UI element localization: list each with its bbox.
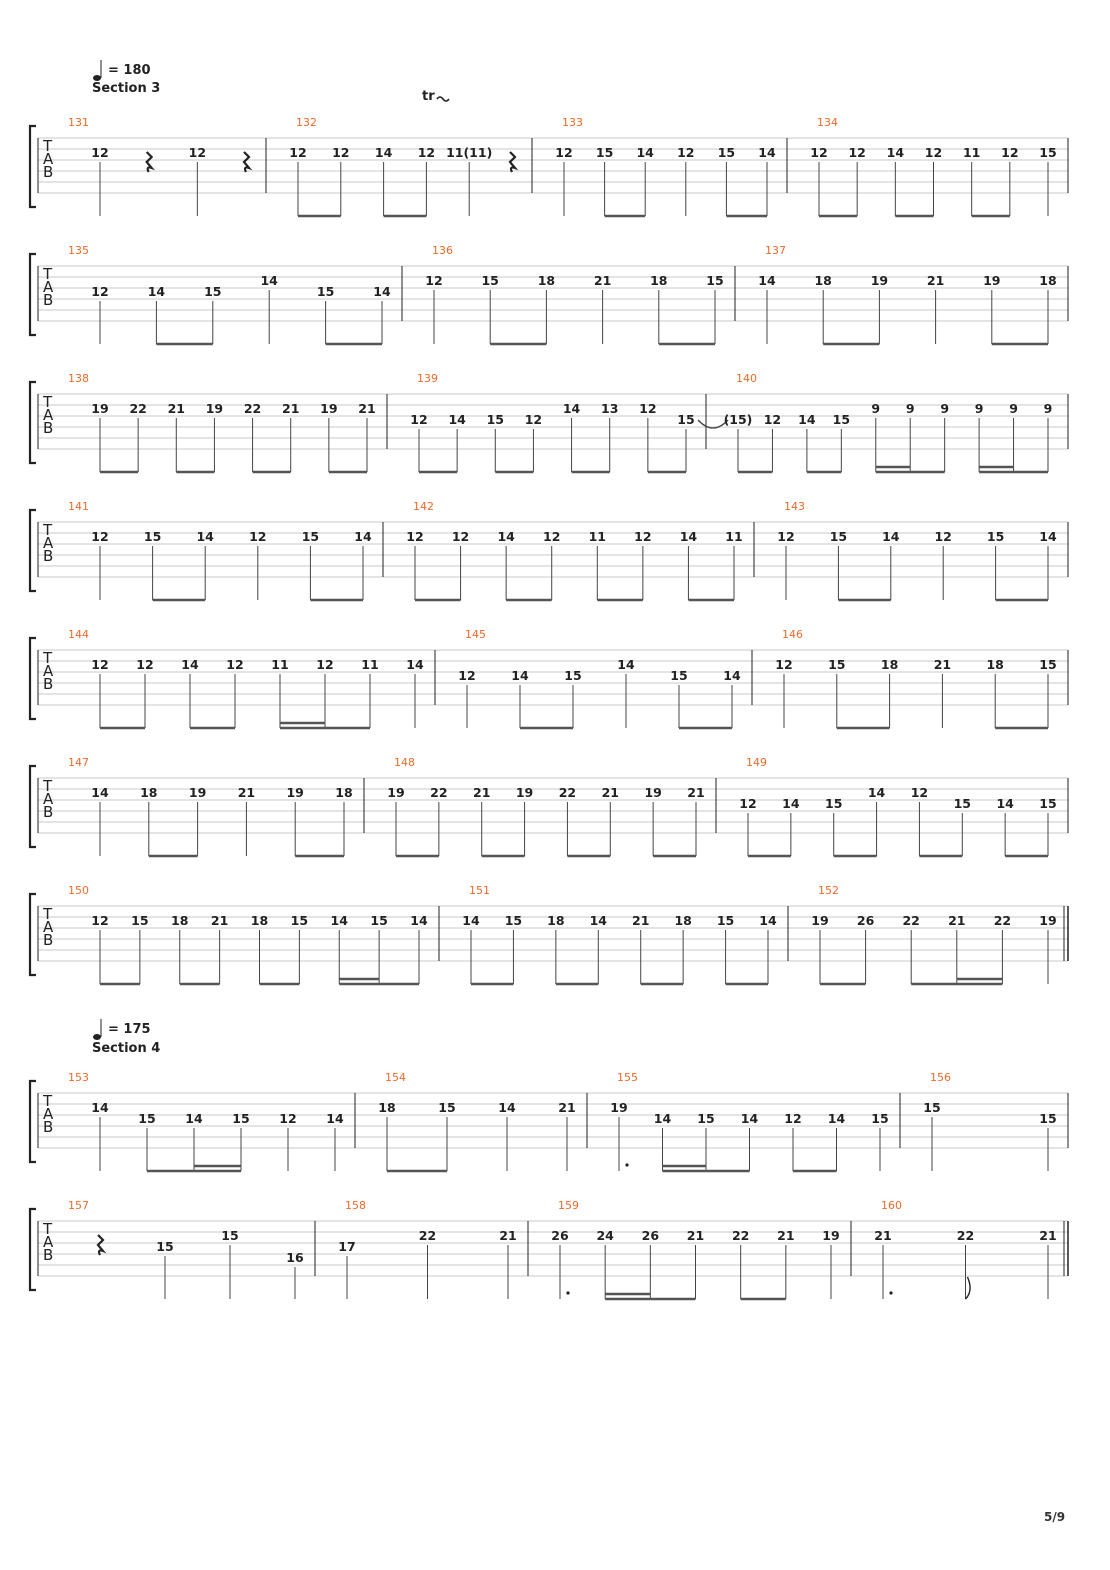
tab-clef-letter: A <box>43 790 54 808</box>
tab-clef-letter: A <box>43 150 54 168</box>
quarter-rest <box>98 1235 103 1255</box>
fret-number: 14 <box>562 401 581 416</box>
fret-number: 14 <box>448 412 466 427</box>
fret-number: 14 <box>740 1111 759 1126</box>
system-bracket <box>30 254 36 335</box>
fret-number: 12 <box>91 145 109 160</box>
fret-number: 18 <box>814 273 832 288</box>
fret-number: 14 <box>185 1111 203 1126</box>
fret-number: 26 <box>641 1228 660 1243</box>
fret-number: 21 <box>499 1228 517 1243</box>
fret-number: 14 <box>782 796 800 811</box>
fret-number: 9 <box>1009 401 1018 416</box>
fret-number: 21 <box>686 1228 705 1243</box>
fret-number: 19 <box>983 273 1001 288</box>
fret-number: 15 <box>923 1100 941 1115</box>
fret-number: 14 <box>354 529 372 544</box>
fret-number: 14 <box>653 1111 672 1126</box>
fret-number: 21 <box>1039 1228 1057 1243</box>
fret-number: 14 <box>1039 529 1057 544</box>
fret-number: 14 <box>867 785 886 800</box>
tab-clef-letter: B <box>43 803 54 821</box>
measure-number: 139 <box>417 372 438 385</box>
fret-number: 14 <box>723 668 741 683</box>
tempo-marking: = 175 <box>108 1022 151 1037</box>
note-flag <box>966 1277 971 1299</box>
fret-number: 12 <box>1001 145 1019 160</box>
measure-number: 155 <box>617 1071 638 1084</box>
tab-clef-letter: B <box>43 675 54 693</box>
fret-number: 14 <box>759 913 777 928</box>
fret-number: 9 <box>905 401 915 416</box>
fret-number: 15 <box>832 412 851 427</box>
fret-number: 15 <box>221 1228 239 1243</box>
fret-number: 14 <box>260 273 278 288</box>
quarter-rest <box>244 152 249 172</box>
fret-number: 21 <box>874 1228 892 1243</box>
measure-number: 152 <box>818 884 839 897</box>
fret-number: 15 <box>595 145 614 160</box>
fret-number: 21 <box>777 1228 795 1243</box>
fret-number: 18 <box>140 785 158 800</box>
fret-number: 14 <box>497 529 515 544</box>
fret-number: 12 <box>91 529 109 544</box>
fret-number: 19 <box>188 785 207 800</box>
fret-number: 14 <box>406 657 424 672</box>
measure-number: 159 <box>558 1199 579 1212</box>
fret-number: 14 <box>330 913 348 928</box>
fret-number: 15 <box>481 273 499 288</box>
tab-clef-letter: A <box>43 406 54 424</box>
fret-number: 18 <box>537 273 556 288</box>
fret-number: 15 <box>156 1239 174 1254</box>
fret-number: 21 <box>210 913 229 928</box>
tab-clef-letter: T <box>43 521 53 539</box>
fret-number: 18 <box>1039 273 1057 288</box>
augmentation-dot <box>889 1291 892 1294</box>
fret-number: 12 <box>934 529 952 544</box>
fret-number: 19 <box>822 1228 840 1243</box>
tab-clef-letter: A <box>43 918 54 936</box>
fret-number: 15 <box>504 913 523 928</box>
fret-number: 14 <box>462 913 480 928</box>
fret-number: 19 <box>320 401 338 416</box>
fret-number: 14 <box>798 412 816 427</box>
fret-number: 15 <box>438 1100 456 1115</box>
fret-number: 26 <box>856 913 875 928</box>
measure-number: 160 <box>881 1199 902 1212</box>
augmentation-dot <box>625 1163 628 1166</box>
fret-number: 21 <box>933 657 952 672</box>
fret-number: 12 <box>524 412 543 427</box>
fret-number: 21 <box>632 913 650 928</box>
fret-number: 14 <box>374 145 393 160</box>
fret-number: 15 <box>871 1111 889 1126</box>
fret-number: 15 <box>1039 657 1057 672</box>
fret-number: 9 <box>974 401 984 416</box>
fret-number: 22 <box>993 913 1012 928</box>
fret-number: 12 <box>249 529 267 544</box>
tab-clef-letter: B <box>43 419 54 437</box>
fret-number: 14 <box>91 1100 109 1115</box>
fret-number: 21 <box>473 785 491 800</box>
measure-number: 145 <box>465 628 486 641</box>
fret-number: 11 <box>271 657 289 672</box>
fret-number: 12 <box>775 657 793 672</box>
fret-number: 19 <box>286 785 304 800</box>
fret-number: 15 <box>717 145 736 160</box>
fret-number: 12 <box>226 657 244 672</box>
fret-number: 15 <box>564 668 582 683</box>
fret-number: 14 <box>758 145 776 160</box>
fret-number: 14 <box>758 273 776 288</box>
tempo-note-head <box>93 1034 101 1040</box>
fret-number: 19 <box>387 785 405 800</box>
section-label: Section 4 <box>92 1041 161 1056</box>
fret-number: 22 <box>956 1228 975 1243</box>
fret-number: 14 <box>147 284 166 299</box>
fret-number: 11 <box>361 657 379 672</box>
fret-number: 22 <box>558 785 577 800</box>
measure-number: 147 <box>68 756 89 769</box>
fret-number: 24 <box>596 1228 614 1243</box>
section-label: Section 3 <box>92 81 161 96</box>
fret-number: 14 <box>91 785 109 800</box>
fret-number: 12 <box>279 1111 297 1126</box>
fret-number: 12 <box>316 657 334 672</box>
fret-number: 21 <box>167 401 185 416</box>
fret-number: 11 <box>962 145 981 160</box>
fret-number: 15 <box>301 529 320 544</box>
fret-number: 22 <box>902 913 920 928</box>
tab-clef-letter: T <box>43 1220 53 1238</box>
measure-number: 143 <box>784 500 805 513</box>
fret-number: 12 <box>677 145 695 160</box>
fret-number: 12 <box>289 145 307 160</box>
fret-number: 15 <box>1039 1111 1057 1126</box>
fret-number: 15 <box>670 668 688 683</box>
measure-number: 154 <box>385 1071 406 1084</box>
measure-number: 151 <box>469 884 490 897</box>
measure-number: 131 <box>68 116 89 129</box>
tab-clef-letter: B <box>43 547 54 565</box>
fret-number: 12 <box>332 145 350 160</box>
fret-number: 12 <box>763 412 782 427</box>
tab-clef-letter: A <box>43 278 54 296</box>
fret-number: 15 <box>138 1111 156 1126</box>
fret-number: 12 <box>784 1111 802 1126</box>
fret-number: 18 <box>250 913 269 928</box>
system-bracket <box>30 126 36 207</box>
system-bracket <box>30 766 36 847</box>
tab-clef-letter: B <box>43 291 54 309</box>
fret-number: 12 <box>417 145 436 160</box>
system-bracket <box>30 510 36 591</box>
fret-number: 22 <box>243 401 262 416</box>
tab-clef-letter: B <box>43 1118 54 1136</box>
measure-number: 148 <box>394 756 415 769</box>
fret-number: 12 <box>425 273 443 288</box>
fret-number: 18 <box>880 657 899 672</box>
fret-number: 15 <box>828 657 846 672</box>
tab-clef-letter: T <box>43 777 53 795</box>
measure-number: 141 <box>68 500 89 513</box>
fret-number: 18 <box>335 785 353 800</box>
fret-number: 12 <box>910 785 929 800</box>
tab-clef-letter: B <box>43 1246 54 1264</box>
fret-number: 15 <box>697 1111 715 1126</box>
measure-number: 149 <box>746 756 767 769</box>
fret-number: 14 <box>886 145 905 160</box>
fret-number: 15 <box>204 284 222 299</box>
fret-number: 14 <box>617 657 635 672</box>
system-bracket <box>30 1209 36 1290</box>
fret-number: 18 <box>986 657 1004 672</box>
fret-number: 9 <box>1043 401 1053 416</box>
measure-number: 133 <box>562 116 583 129</box>
fret-number: 9 <box>940 401 950 416</box>
tab-clef-letter: T <box>43 265 53 283</box>
fret-number: 15 <box>953 796 971 811</box>
fret-number: 15 <box>370 913 388 928</box>
fret-number: 9 <box>871 401 881 416</box>
fret-number: 12 <box>739 796 757 811</box>
trill-wave <box>437 97 449 101</box>
fret-number: 19 <box>515 785 534 800</box>
measure-number: 153 <box>68 1071 89 1084</box>
fret-number: 18 <box>650 273 668 288</box>
fret-number: 19 <box>205 401 224 416</box>
fret-number: 21 <box>687 785 705 800</box>
fret-number: 18 <box>674 913 692 928</box>
measure-number: 137 <box>765 244 786 257</box>
fret-number: 21 <box>601 785 619 800</box>
fret-number: 15 <box>486 412 504 427</box>
fret-number: 15 <box>143 529 162 544</box>
fret-number: 14 <box>410 913 428 928</box>
fret-number: 14 <box>996 796 1014 811</box>
fret-number: 22 <box>430 785 448 800</box>
fret-number: 15 <box>1039 796 1057 811</box>
tempo-marking: = 180 <box>108 63 151 78</box>
measure-number: 135 <box>68 244 89 257</box>
measure-number: 140 <box>736 372 757 385</box>
fret-number: 26 <box>551 1228 569 1243</box>
fret-number: 12 <box>451 529 470 544</box>
fret-number: 14 <box>196 529 214 544</box>
augmentation-dot <box>566 1291 569 1294</box>
fret-number: 12 <box>91 913 109 928</box>
fret-number: 15 <box>825 796 843 811</box>
fret-number: 19 <box>870 273 889 288</box>
fret-number: 22 <box>129 401 147 416</box>
measure-number: 158 <box>345 1199 366 1212</box>
tab-clef-letter: B <box>43 163 54 181</box>
fret-number: 14 <box>373 284 391 299</box>
fret-number: 11(11) <box>446 145 493 160</box>
fret-number: 22 <box>418 1228 437 1243</box>
fret-number: 18 <box>378 1100 396 1115</box>
tab-clef-letter: T <box>43 137 53 155</box>
fret-number: 12 <box>924 145 943 160</box>
fret-number: 14 <box>511 668 529 683</box>
fret-number: 21 <box>926 273 945 288</box>
fret-number: 12 <box>410 412 428 427</box>
measure-number: 134 <box>817 116 838 129</box>
quarter-rest <box>147 152 152 172</box>
fret-number: 12 <box>555 145 573 160</box>
tab-clef-letter: T <box>43 905 53 923</box>
measure-number: 142 <box>413 500 434 513</box>
fret-number: 15 <box>316 284 335 299</box>
fret-number: 14 <box>882 529 900 544</box>
fret-number: 14 <box>498 1100 516 1115</box>
fret-number: 14 <box>181 657 199 672</box>
fret-number: 17 <box>338 1239 356 1254</box>
fret-number: 12 <box>634 529 652 544</box>
fret-number: 15 <box>829 529 848 544</box>
fret-number: 14 <box>827 1111 846 1126</box>
fret-number: 16 <box>286 1250 304 1265</box>
measure-number: 136 <box>432 244 453 257</box>
fret-number: 22 <box>731 1228 750 1243</box>
measure-number: 132 <box>296 116 317 129</box>
fret-number: 12 <box>458 668 476 683</box>
measure-number: 146 <box>782 628 803 641</box>
fret-number: 19 <box>644 785 662 800</box>
fret-number: 14 <box>636 145 654 160</box>
trill-mark: tr <box>422 89 435 104</box>
fret-number: 11 <box>725 529 743 544</box>
fret-number: 19 <box>91 401 109 416</box>
tab-clef-letter: A <box>43 534 54 552</box>
fret-number: 15 <box>706 273 724 288</box>
fret-number: 12 <box>188 145 207 160</box>
tab-clef-letter: T <box>43 393 53 411</box>
system-bracket <box>30 638 36 719</box>
fret-number: (15) <box>723 412 753 427</box>
fret-number: 21 <box>237 785 256 800</box>
fret-number: 14 <box>679 529 698 544</box>
fret-number: 15 <box>131 913 149 928</box>
tab-clef-letter: T <box>43 1092 53 1110</box>
fret-number: 21 <box>593 273 612 288</box>
measure-number: 150 <box>68 884 89 897</box>
fret-number: 11 <box>588 529 606 544</box>
measure-number: 144 <box>68 628 89 641</box>
fret-number: 12 <box>848 145 866 160</box>
fret-number: 12 <box>91 284 109 299</box>
fret-number: 13 <box>601 401 619 416</box>
fret-number: 21 <box>358 401 376 416</box>
tab-clef-letter: T <box>43 649 53 667</box>
tab-clef-letter: A <box>43 1105 54 1123</box>
fret-number: 12 <box>543 529 561 544</box>
fret-number: 18 <box>171 913 189 928</box>
tab-clef-letter: B <box>43 931 54 949</box>
fret-number: 15 <box>716 913 735 928</box>
fret-number: 15 <box>677 412 695 427</box>
quarter-rest <box>510 152 515 172</box>
fret-number: 15 <box>232 1111 250 1126</box>
tab-clef-letter: A <box>43 1233 54 1251</box>
system-bracket <box>30 1081 36 1162</box>
fret-number: 19 <box>610 1100 628 1115</box>
fret-number: 21 <box>282 401 300 416</box>
page-number: 5/9 <box>1044 1510 1066 1524</box>
measure-number: 156 <box>930 1071 951 1084</box>
fret-number: 12 <box>639 401 657 416</box>
fret-number: 12 <box>406 529 424 544</box>
fret-number: 21 <box>558 1100 576 1115</box>
fret-number: 12 <box>136 657 154 672</box>
fret-number: 12 <box>810 145 828 160</box>
fret-number: 14 <box>326 1111 344 1126</box>
fret-number: 15 <box>1039 145 1057 160</box>
fret-number: 12 <box>91 657 109 672</box>
fret-number: 14 <box>589 913 607 928</box>
fret-number: 18 <box>547 913 565 928</box>
fret-number: 15 <box>290 913 309 928</box>
measure-number: 157 <box>68 1199 89 1212</box>
measure-number: 138 <box>68 372 89 385</box>
fret-number: 21 <box>948 913 966 928</box>
fret-number: 12 <box>777 529 795 544</box>
system-bracket <box>30 382 36 463</box>
fret-number: 19 <box>811 913 829 928</box>
fret-number: 19 <box>1039 913 1057 928</box>
system-bracket <box>30 894 36 975</box>
tab-clef-letter: A <box>43 662 54 680</box>
fret-number: 15 <box>986 529 1005 544</box>
